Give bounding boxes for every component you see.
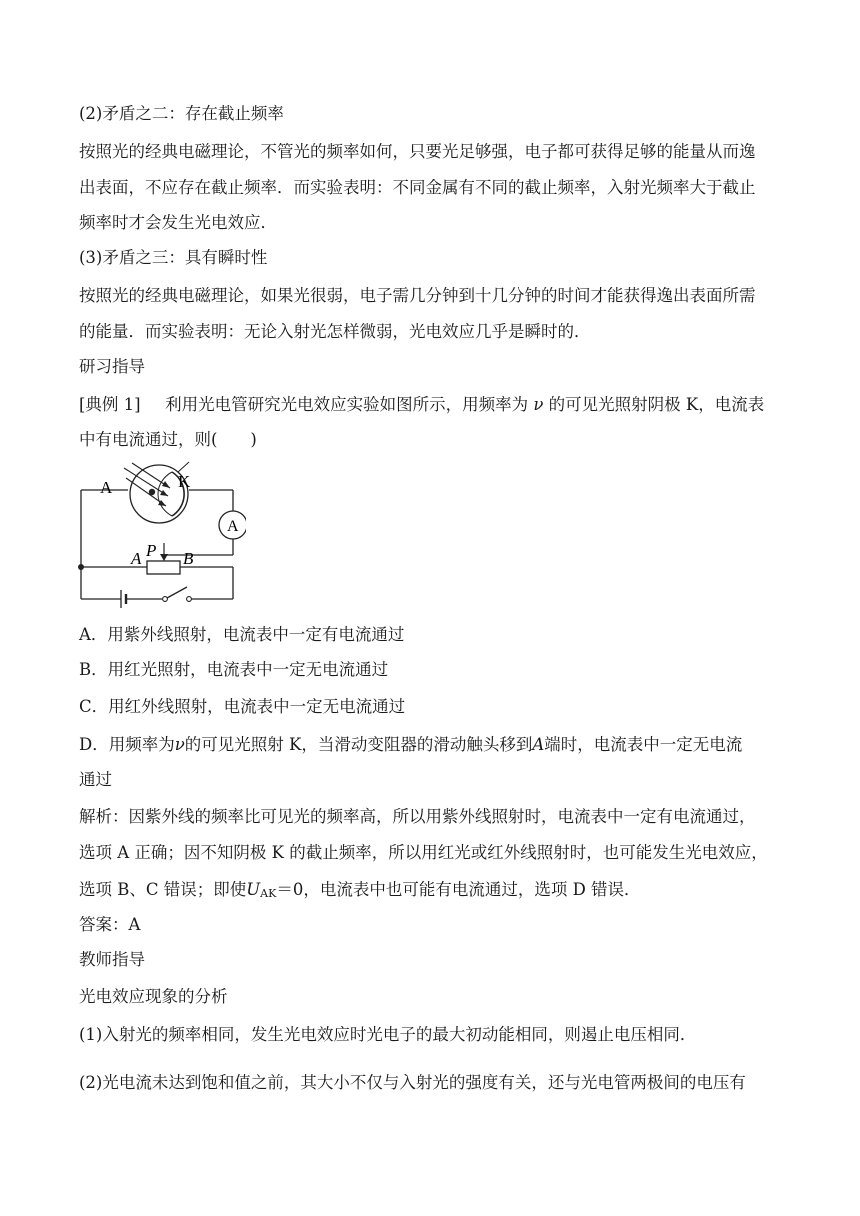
point-2: (2)光电流未达到饱和值之前，其大小不仅与入射光的强度有关，还与光电管两极间的电压有 bbox=[79, 1073, 746, 1092]
analysis-line-3: 选项 B、C 错误；即使$U_{AK}=0$，电流表中也可能有电流通过，选项 D 错误． bbox=[79, 880, 641, 900]
example-question-line: [典例 1] 利用光电管研究光电效应实验如图所示，用频率为 ν 的可见光照射阴极 K，电流表 bbox=[79, 395, 765, 414]
paragraph-line: 出表面，不应存在截止频率．而实验表明：不同金属有不同的截止频率，入射光频率大于截止 bbox=[79, 178, 756, 197]
rheostat-label-A: A bbox=[131, 549, 142, 568]
teacher-guide-label: 教师指导 bbox=[79, 950, 145, 969]
point-1: (1)入射光的频率相同，发生光电效应时光电子的最大初动能相同，则遏止电压相同． bbox=[79, 1025, 697, 1044]
paragraph-line: 的能量．而实验表明：无论入射光怎样微弱，光电效应几乎是瞬时的． bbox=[79, 322, 591, 341]
section-heading-2: (2)矛盾之二：存在截止频率 bbox=[79, 104, 284, 123]
analysis-line-2: 选项 A 正确；因不知阴极 K 的截止频率，所以用红光或红外线照射时，也可能发生光电效应， bbox=[79, 843, 768, 862]
ammeter-symbol: A bbox=[227, 518, 239, 535]
option-a: A．用紫外线照射，电流表中一定有电流通过 bbox=[79, 625, 405, 644]
paragraph-line: 按照光的经典电磁理论，不管光的频率如何，只要光足够强，电子都可获得足够的能量从而逸 bbox=[79, 142, 756, 161]
example-tag: [典例 1] bbox=[79, 395, 141, 414]
cathode-label: K bbox=[178, 472, 191, 491]
rheostat-label-B: B bbox=[183, 549, 194, 568]
option-b: B．用红光照射，电流表中一定无电流通过 bbox=[79, 660, 389, 679]
guide-label: 研习指导 bbox=[79, 357, 145, 376]
slider-label-P: P bbox=[146, 541, 157, 560]
circuit-diagram bbox=[76, 460, 246, 610]
switch bbox=[167, 587, 187, 598]
paragraph-line: 按照光的经典电磁理论，如果光很弱，电子需几分钟到十几分钟的时间才能获得逸出表面所需 bbox=[79, 286, 756, 305]
anode-label: A bbox=[100, 478, 113, 497]
answer: 答案：A bbox=[79, 915, 141, 934]
option-c: C．用红外线照射，电流表中一定无电流通过 bbox=[79, 697, 406, 716]
analysis-line-1: 解析：因紫外线的频率比可见光的频率高，所以用紫外线照射时，电流表中一定有电流通过， bbox=[79, 807, 756, 826]
example-question-line-2: 中有电流通过，则( ) bbox=[79, 430, 257, 449]
paragraph-line: 频率时才会发生光电效应． bbox=[79, 213, 277, 232]
option-d-line-2: 通过 bbox=[79, 770, 112, 789]
option-d: D．用频率为ν的可见光照射 K，当滑动变阻器的滑动触头移到A端时，电流表中一定无电流 bbox=[79, 735, 743, 754]
topic-heading: 光电效应现象的分析 bbox=[79, 987, 228, 1006]
section-heading-3: (3)矛盾之三：具有瞬时性 bbox=[79, 248, 268, 267]
rheostat bbox=[147, 561, 180, 574]
